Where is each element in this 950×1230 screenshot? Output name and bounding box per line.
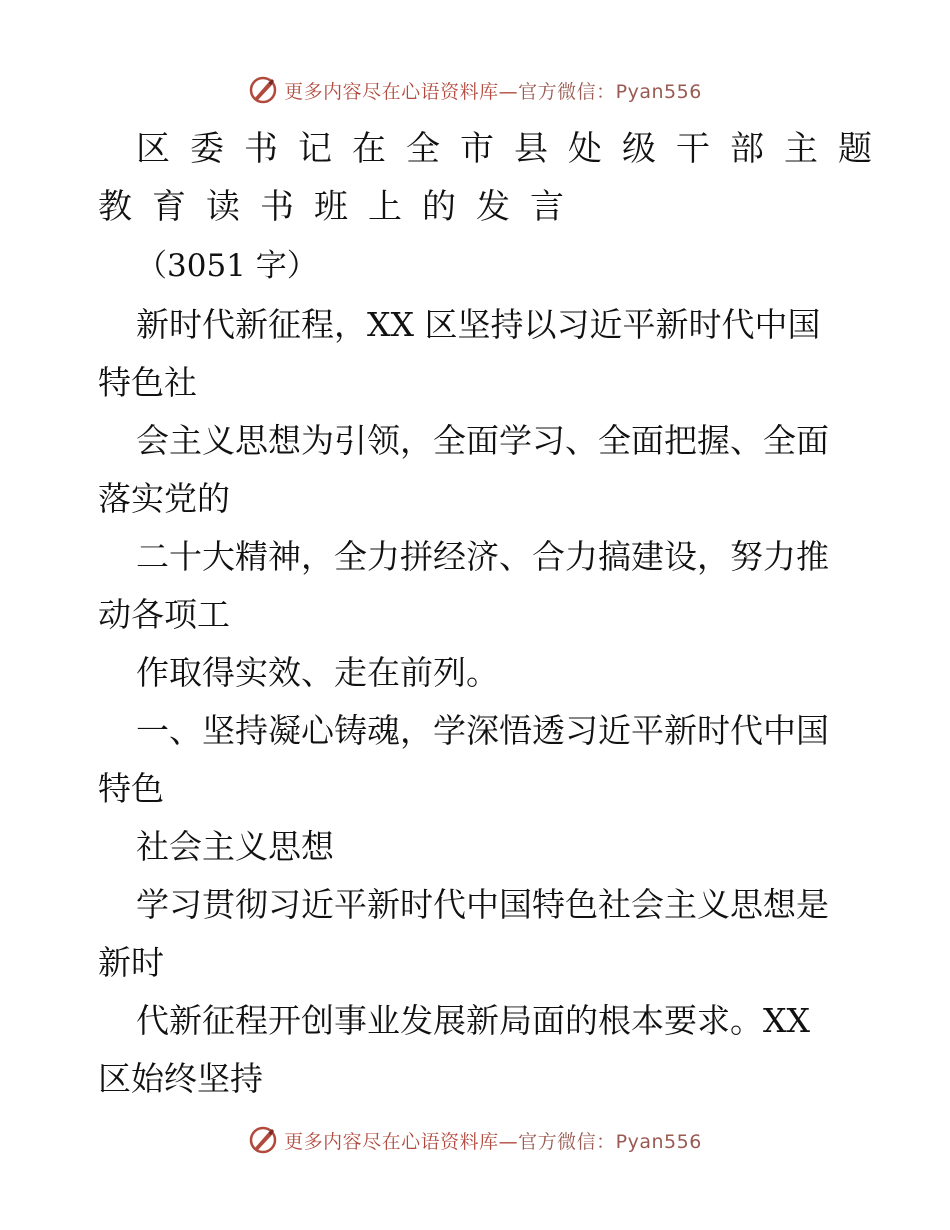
- paragraph-continuation: 落实党的: [98, 479, 230, 518]
- header-banner: [0, 70, 950, 110]
- section-heading-continuation: [98, 818, 858, 876]
- section-heading-line-1: 一、坚持凝心铸魂，学深悟透习近平新时代中国: [136, 711, 829, 750]
- paragraph-first-line: 代新征程开创事业发展新局面的根本要求。XX: [136, 1001, 810, 1040]
- document-title: [98, 120, 892, 236]
- banner-wechat: 官方微信：Pyan556: [518, 80, 702, 103]
- banner-site-name: 更多内容尽在心语资料库: [284, 80, 499, 103]
- document-body: [98, 120, 892, 1108]
- pen-logo-icon: [248, 1125, 278, 1155]
- paragraph-first-line: 会主义思想为引领，全面学习、全面把握、全面: [136, 421, 829, 460]
- word-count: （3051 字）: [136, 248, 318, 284]
- footer-banner: [0, 1120, 950, 1160]
- banner-wechat: 官方微信：Pyan556: [518, 1130, 702, 1153]
- banner-text: [284, 1127, 702, 1154]
- title-line-2: 教育读书班上的发言: [98, 187, 584, 227]
- paragraph-continuation: 区始终坚持: [98, 1059, 263, 1098]
- banner-text: [284, 77, 702, 104]
- paragraph: [98, 992, 858, 1108]
- paragraph-continuation: 动各项工: [98, 595, 230, 634]
- section-heading-line-3: 社会主义思想: [136, 827, 334, 866]
- paragraph-first-line: 二十大精神，全力拼经济、合力搞建设，努力推: [136, 537, 829, 576]
- paragraph-first-line: 新时代新征程，XX 区坚持以习近平新时代中国: [136, 305, 821, 344]
- title-line-1: 区委书记在全市县处级干部主题: [136, 129, 892, 169]
- paragraph: [98, 412, 858, 528]
- pen-logo-icon: [248, 75, 278, 105]
- paragraph: [98, 644, 858, 702]
- paragraph: [98, 528, 858, 644]
- paragraph-continuation: 新时: [98, 943, 164, 982]
- paragraph: [98, 296, 858, 412]
- section-heading: [98, 702, 858, 818]
- paragraph-continuation: 特色社: [98, 363, 197, 402]
- paragraph: [98, 876, 858, 992]
- banner-separator: —: [498, 80, 519, 103]
- section-heading-line-2: 特色: [98, 769, 164, 808]
- paragraph-first-line: 学习贯彻习近平新时代中国特色社会主义思想是: [136, 885, 829, 924]
- banner-site-name: 更多内容尽在心语资料库: [284, 1130, 499, 1153]
- paragraph-first-line: 作取得实效、走在前列。: [136, 653, 499, 692]
- banner-separator: —: [498, 1130, 519, 1153]
